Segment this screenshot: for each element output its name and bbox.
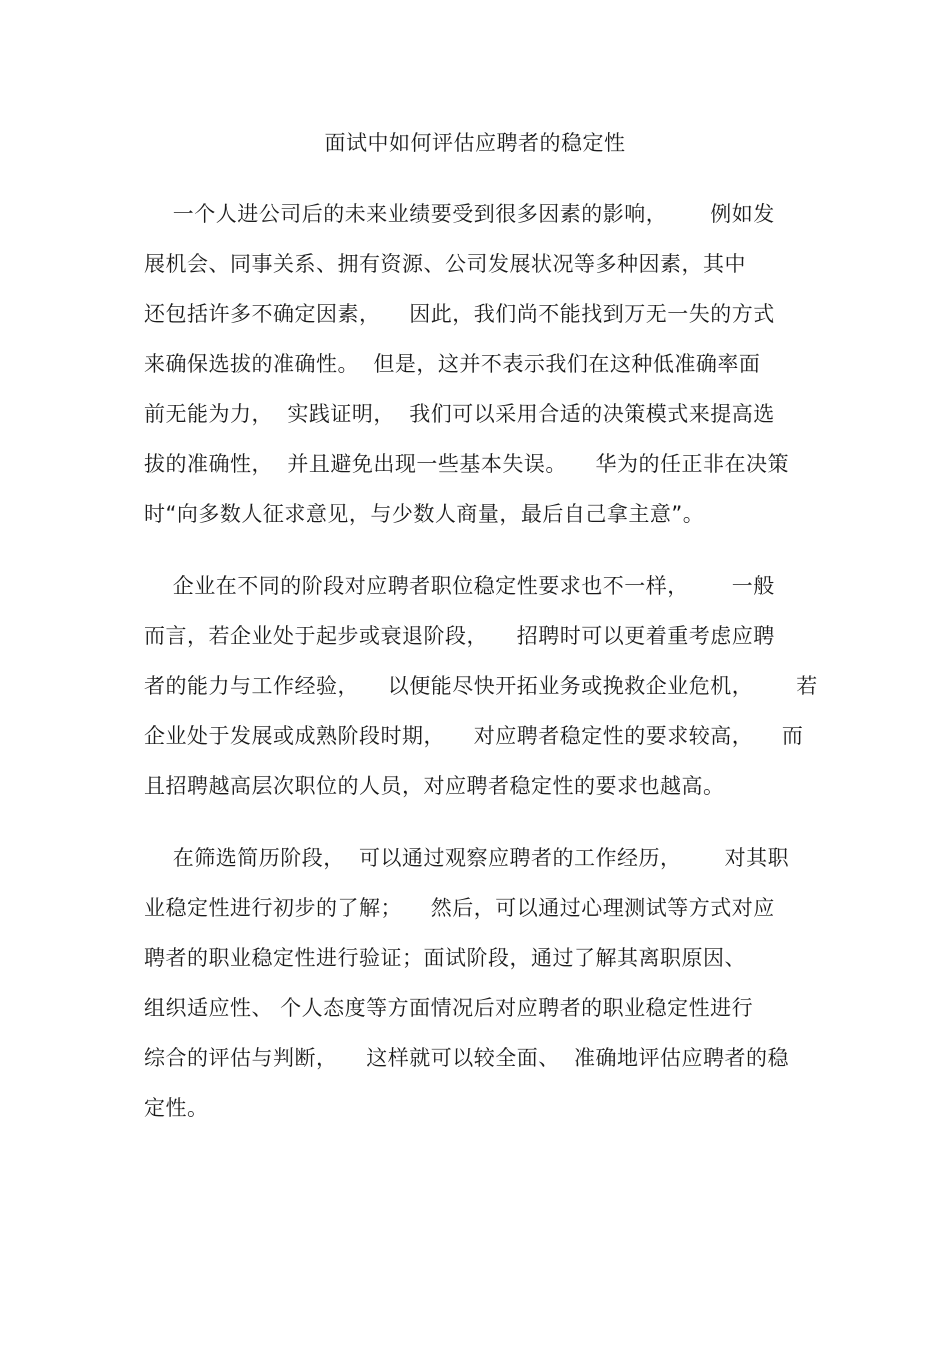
paragraph-line: 来确保选拔的准确性。 但是，这并不表示我们在这种低准确率面 [144, 352, 761, 376]
paragraph-line: 展机会、同事关系、拥有资源、公司发展状况等多种因素，其中 [144, 252, 746, 276]
paragraph-line: 而言，若企业处于起步或衰退阶段， 招聘时可以更着重考虑应聘 [144, 624, 775, 648]
paragraph-line: 还包括许多不确定因素， 因此，我们尚不能找到万无一失的方式 [144, 302, 775, 326]
paragraph-line: 聘者的职业稳定性进行验证；面试阶段，通过了解其离职原因、 [144, 946, 746, 970]
paragraph-line: 在筛选简历阶段， 可以通过观察应聘者的工作经历， 对其职 [144, 846, 790, 870]
paragraph-line: 一个人进公司后的未来业绩要受到很多因素的影响， 例如发 [144, 202, 775, 226]
paragraph-line: 者的能力与工作经验， 以便能尽快开拓业务或挽救企业危机， 若 [144, 674, 818, 698]
paragraph-line: 业稳定性进行初步的了解； 然后，可以通过心理测试等方式对应 [144, 896, 775, 920]
paragraph-line: 且招聘越高层次职位的人员，对应聘者稳定性的要求也越高。 [144, 774, 725, 798]
paragraph-line: 定性。 [144, 1096, 209, 1120]
paragraph-line: 综合的评估与判断， 这样就可以较全面、 准确地评估应聘者的稳 [144, 1046, 790, 1070]
paragraph-line: 组织适应性、 个人态度等方面情况后对应聘者的职业稳定性进行 [144, 996, 754, 1020]
paragraph-line: 拔的准确性， 并且避免出现一些基本失误。 华为的任正非在决策 [144, 452, 790, 476]
paragraph-line: 企业处于发展或成熟阶段时期， 对应聘者稳定性的要求较高， 而 [144, 724, 804, 748]
paragraph-line: 前无能为力， 实践证明， 我们可以采用合适的决策模式来提高选 [144, 402, 775, 426]
document-title: 面试中如何评估应聘者的稳定性 [324, 131, 626, 155]
paragraph-line: 时“向多数人征求意见，与少数人商量，最后自己拿主意”。 [144, 502, 705, 526]
paragraph-line: 企业在不同的阶段对应聘者职位稳定性要求也不一样， 一般 [144, 574, 775, 598]
